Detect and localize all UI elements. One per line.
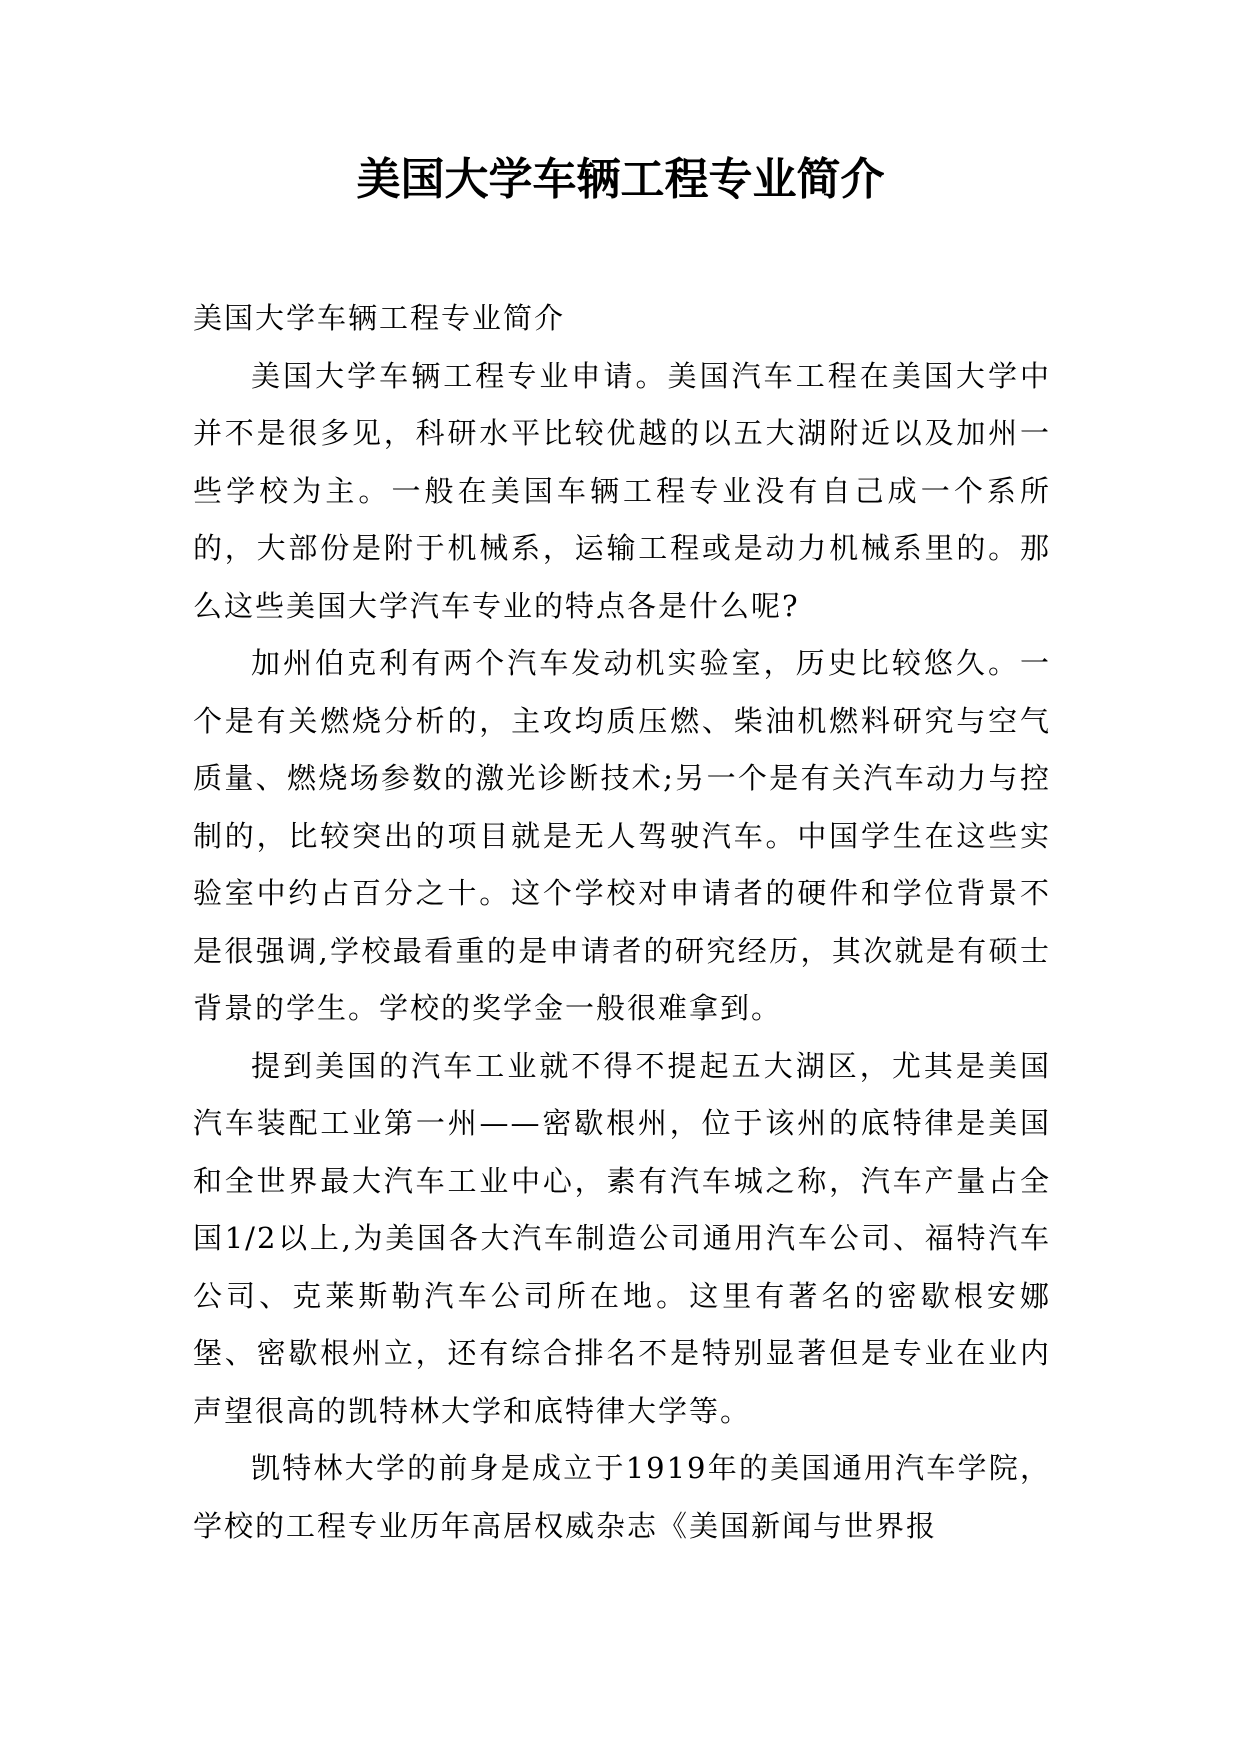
document-title: 美国大学车辆工程专业简介 <box>356 154 885 205</box>
paragraph-3: 提到美国的汽车工业就不得不提起五大湖区，尤其是美国汽车装配工业第一州——密歇根州，位于该州的底特律是美国和全世界最大汽车工业中心，素有汽车城之称，汽车产量占全国1/2以上,为美国各大汽车制造公司通用汽车公司、福特汽车公司、克莱斯勒汽车公司所在地。这里有著名的密歇根安娜堡、密歇根州立，还有综合排名不是特别显著但是专业在业内声望很高的凯特林大学和底特律大学等。 <box>193 1048 1051 1428</box>
paragraph-4: 凯特林大学的前身是成立于1919年的美国通用汽车学院，学校的工程专业历年高居权威杂志《美国新闻与世界报 <box>193 1451 1051 1543</box>
paragraph-2: 加州伯克利有两个汽车发动机实验室，历史比较悠久。一个是有关燃烧分析的，主攻均质压燃、柴油机燃料研究与空气质量、燃烧场参数的激光诊断技术;另一个是有关汽车动力与控制的，比较突出的项目就是无人驾驶汽车。中国学生在这些实验室中约占百分之十。这个学校对申请者的硬件和学位背景不是很强调,学校最看重的是申请者的研究经历，其次就是有硕士背景的学生。学校的奖学金一般很难拿到。 <box>193 646 1051 1025</box>
paragraph-1: 美国大学车辆工程专业申请。美国汽车工程在美国大学中并不是很多见，科研水平比较优越的以五大湖附近以及加州一些学校为主。一般在美国车辆工程专业没有自己成一个系所的，大部份是附于机械系，运输工程或是动力机械系里的。那么这些美国大学汽车专业的特点各是什么呢? <box>193 358 1051 623</box>
document-body <box>193 290 1051 1555</box>
document-subtitle: 美国大学车辆工程专业简介 <box>193 301 566 335</box>
